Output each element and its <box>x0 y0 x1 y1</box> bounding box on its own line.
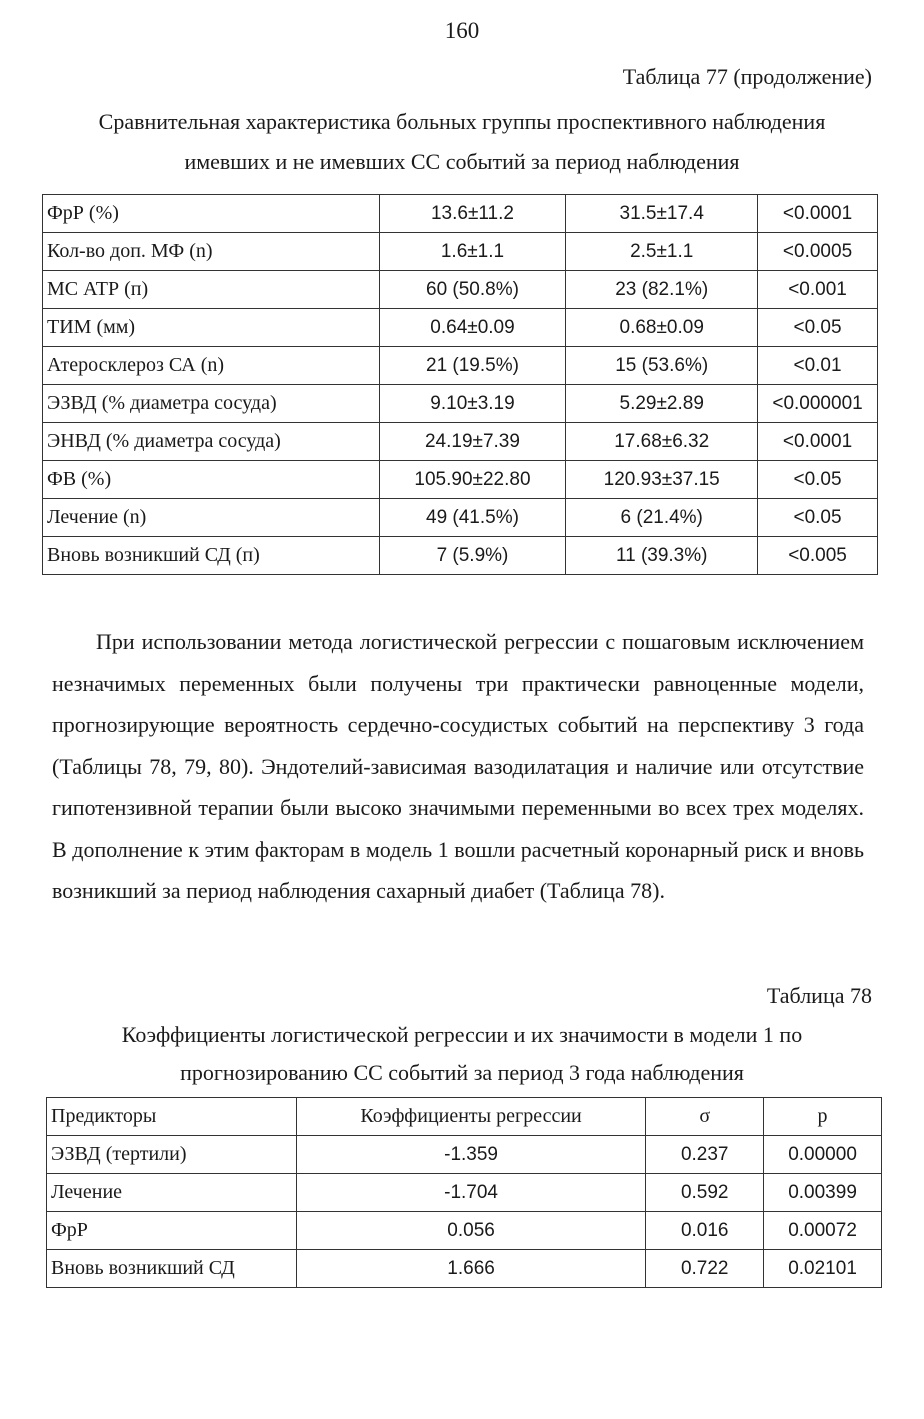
value-group1: 49 (41.5%) <box>379 499 566 537</box>
table77-title-line2: имевших и не имевших СС событий за период наблюдения <box>184 149 740 174</box>
table78-title-line2: прогнозированию СС событий за период 3 года наблюдения <box>180 1060 744 1085</box>
row-label: ЭЗВД (% диаметра сосуда) <box>43 385 380 423</box>
value-group1: 21 (19.5%) <box>379 347 566 385</box>
value-group2: 5.29±2.89 <box>566 385 758 423</box>
table-row <box>43 461 878 499</box>
value-group2: 23 (82.1%) <box>566 271 758 309</box>
value-group1: 7 (5.9%) <box>379 537 566 575</box>
row-label: ФрР (%) <box>43 195 380 233</box>
table-row <box>43 309 878 347</box>
table78-body <box>47 1098 882 1288</box>
header-p: p <box>764 1098 882 1136</box>
header-sigma: σ <box>646 1098 764 1136</box>
row-label: ТИМ (мм) <box>43 309 380 347</box>
p-value: <0.01 <box>758 347 878 385</box>
value-group1: 60 (50.8%) <box>379 271 566 309</box>
regression-coefficient: -1.704 <box>296 1174 646 1212</box>
p-value: <0.05 <box>758 309 878 347</box>
page-number: 160 <box>444 18 480 43</box>
table-row <box>47 1212 882 1250</box>
table-row <box>47 1136 882 1174</box>
predictor-label: ЭЗВД (тертили) <box>47 1136 297 1174</box>
value-group1: 1.6±1.1 <box>379 233 566 271</box>
predictor-label: Лечение <box>47 1174 297 1212</box>
row-label: ФВ (%) <box>43 461 380 499</box>
value-group2: 120.93±37.15 <box>566 461 758 499</box>
table78 <box>46 1097 882 1288</box>
row-label: Лечение (n) <box>43 499 380 537</box>
sigma-value: 0.592 <box>646 1174 764 1212</box>
row-label: Атеросклероз СА (n) <box>43 347 380 385</box>
regression-coefficient: 1.666 <box>296 1250 646 1288</box>
value-group1: 0.64±0.09 <box>379 309 566 347</box>
row-label: Вновь возникший СД (п) <box>43 537 380 575</box>
table-row <box>43 499 878 537</box>
table77 <box>42 194 878 575</box>
table78-caption: Таблица 78 <box>766 983 872 1008</box>
header-coefficients: Коэффициенты регрессии <box>296 1098 646 1136</box>
table-row <box>43 423 878 461</box>
table-row <box>43 385 878 423</box>
value-group2: 11 (39.3%) <box>566 537 758 575</box>
p-value: <0.0005 <box>758 233 878 271</box>
value-group1: 105.90±22.80 <box>379 461 566 499</box>
row-label: МС АТР (п) <box>43 271 380 309</box>
table78-header-row <box>47 1098 882 1136</box>
sigma-value: 0.722 <box>646 1250 764 1288</box>
row-label: Кол-во доп. МФ (n) <box>43 233 380 271</box>
p-value: <0.000001 <box>758 385 878 423</box>
table-row <box>43 195 878 233</box>
table77-title-line1: Сравнительная характеристика больных группы проспективного наблюдения <box>98 109 826 134</box>
value-group2: 6 (21.4%) <box>566 499 758 537</box>
predictor-label: Вновь возникший СД <box>47 1250 297 1288</box>
header-predictors: Предикторы <box>47 1098 297 1136</box>
table78-title-line1: Коэффициенты логистической регрессии и их значимости в модели 1 по <box>121 1022 803 1047</box>
sigma-value: 0.237 <box>646 1136 764 1174</box>
sigma-value: 0.016 <box>646 1212 764 1250</box>
table77-body <box>43 195 878 575</box>
value-group2: 2.5±1.1 <box>566 233 758 271</box>
value-group2: 0.68±0.09 <box>566 309 758 347</box>
table-row <box>47 1174 882 1212</box>
p-value: 0.00399 <box>764 1174 882 1212</box>
p-value: <0.05 <box>758 499 878 537</box>
p-value: <0.0001 <box>758 423 878 461</box>
value-group1: 9.10±3.19 <box>379 385 566 423</box>
regression-coefficient: -1.359 <box>296 1136 646 1174</box>
value-group2: 17.68±6.32 <box>566 423 758 461</box>
value-group1: 13.6±11.2 <box>379 195 566 233</box>
value-group2: 31.5±17.4 <box>566 195 758 233</box>
table-row <box>43 537 878 575</box>
predictor-label: ФрР <box>47 1212 297 1250</box>
table-row <box>43 347 878 385</box>
p-value: 0.00000 <box>764 1136 882 1174</box>
body-paragraph: При использовании метода логистической регрессии с пошаговым исключением незначимых переменных были получены три практически равноценные модели, прогнозирующие вероятность сердечно-сосудистых событий на перспективу 3 года (Таблицы 78, 79, 80). Эндотелий-зависимая вазодилатация и наличие или отсутствие гипотензивной терапии были высоко значимыми переменными во всех трех моделях. В дополнение к этим факторам в модель 1 вошли расчетный коронарный риск и вновь возникший за период наблюдения сахарный диабет (Таблица 78). <box>52 629 864 903</box>
p-value: <0.05 <box>758 461 878 499</box>
table-row <box>43 233 878 271</box>
table77-caption: Таблица 77 (продолжение) <box>622 64 872 89</box>
row-label: ЭНВД (% диаметра сосуда) <box>43 423 380 461</box>
table-row <box>47 1250 882 1288</box>
p-value: <0.0001 <box>758 195 878 233</box>
p-value: <0.005 <box>758 537 878 575</box>
regression-coefficient: 0.056 <box>296 1212 646 1250</box>
p-value: 0.00072 <box>764 1212 882 1250</box>
value-group2: 15 (53.6%) <box>566 347 758 385</box>
p-value: 0.02101 <box>764 1250 882 1288</box>
table-row <box>43 271 878 309</box>
p-value: <0.001 <box>758 271 878 309</box>
value-group1: 24.19±7.39 <box>379 423 566 461</box>
